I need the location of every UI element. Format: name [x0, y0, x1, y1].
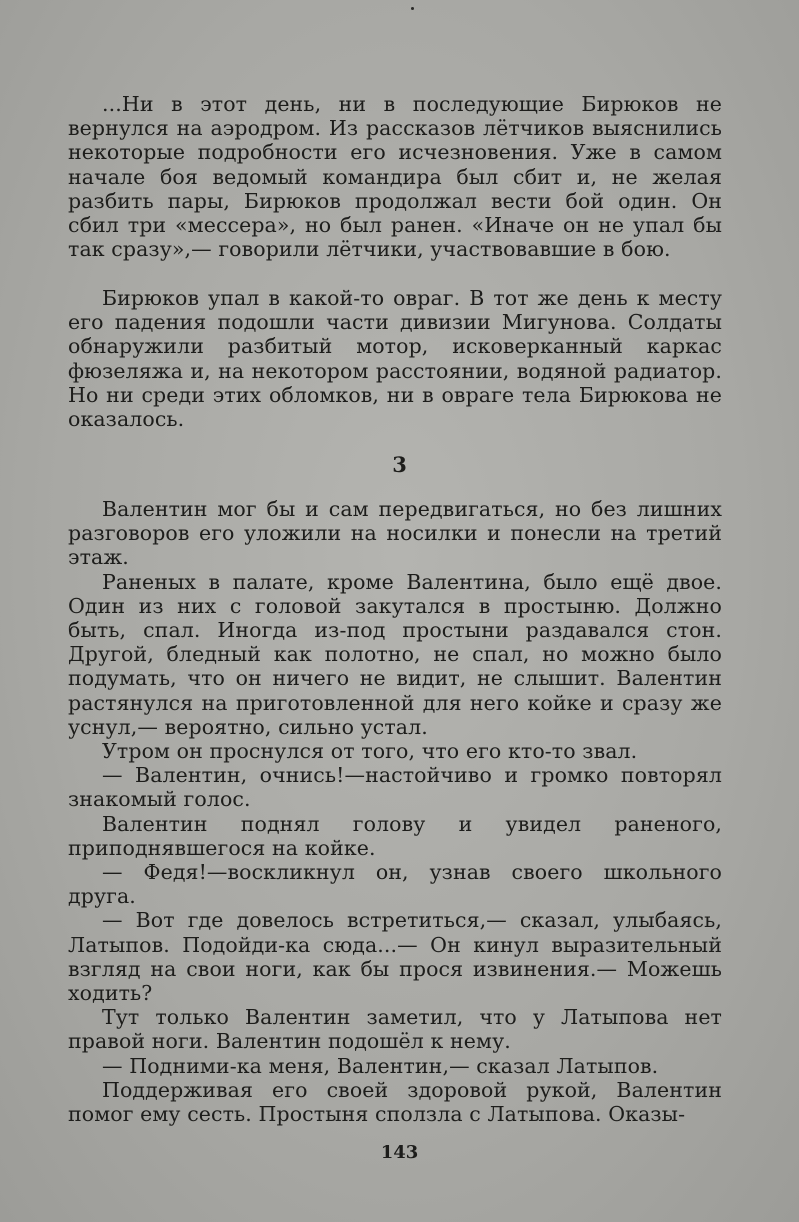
paragraph: — Подними-ка меня, Валентин,— сказал Латыпов.	[102, 1053, 659, 1078]
paragraph: — Вот где довелось встретиться,— сказал, улыбаясь, Латыпов. Подойди-ка сюда...— Он кинул выразительный взгляд на свои ноги, как бы прося извинения.— Можешь ходить?	[68, 908, 722, 1006]
paragraph: Раненых в палате, кроме Валентина, было ещё двое. Один из них с головой закутался в простыню. Должно быть, спал. Иногда из-под простыни раздавался стон. Другой, бледный как полотно, не спал, но можно было подумать, что он ничего не видит, не слышит. Валентин растянулся на приготовленной для него койке и сразу же уснул,— вероятно, сильно устал.	[68, 569, 722, 739]
page-number: 143	[380, 1142, 419, 1163]
section-3	[68, 497, 722, 1126]
paragraph: Тут только Валентин заметил, что у Латыпова нет правой ноги. Валентин подошёл к нему.	[68, 1005, 722, 1054]
paragraph: Утром он проснулся от того, что его кто-то звал.	[102, 739, 638, 764]
paragraph: Поддерживая его своей здоровой рукой, Валентин помог ему сесть. Простыня сползла с Латыпова. Оказы-	[68, 1077, 722, 1127]
paragraph: Валентин поднял голову и увидел раненого, приподнявшегося на койке.	[68, 811, 722, 860]
paragraph: Валентин мог бы и сам передвигаться, но без лишних разговоров его уложили на носилки и понесли на третий этаж.	[68, 497, 722, 570]
paragraph: ...Ни в этот день, ни в последующие Бирюков не вернулся на аэродром. Из рассказов лётчиков выяснились некоторые подробности его исчезновения. Уже в самом начале боя ведомый командира был сбит и, не желая разбить пары, Бирюков продолжал вести бой один. Он сбил три «мессера», но был ранен. «Иначе он не упал бы так сразу»,— говорили лётчики, участвовавшие в бою.	[68, 92, 722, 262]
section-2	[68, 286, 722, 431]
ink-speck	[411, 7, 414, 10]
paragraph: — Федя!—воскликнул он, узнав своего школьного друга.	[68, 860, 722, 909]
paragraph: — Валентин, очнись!—настойчиво и громко повторял знакомый голос.	[68, 763, 722, 812]
paragraph: Бирюков упал в какой-то овраг. В тот же день к месту его падения подошли части дивизии Мигунова. Солдаты обнаружили разбитый мотор, исковерканный каркас фюзеляжа и, на некотором расстоянии, водяной радиатор. Но ни среди этих обломков, ни в овраге тела Бирюкова не оказалось.	[68, 286, 722, 432]
section-1	[68, 92, 722, 261]
chapter-number: 3	[392, 452, 407, 477]
